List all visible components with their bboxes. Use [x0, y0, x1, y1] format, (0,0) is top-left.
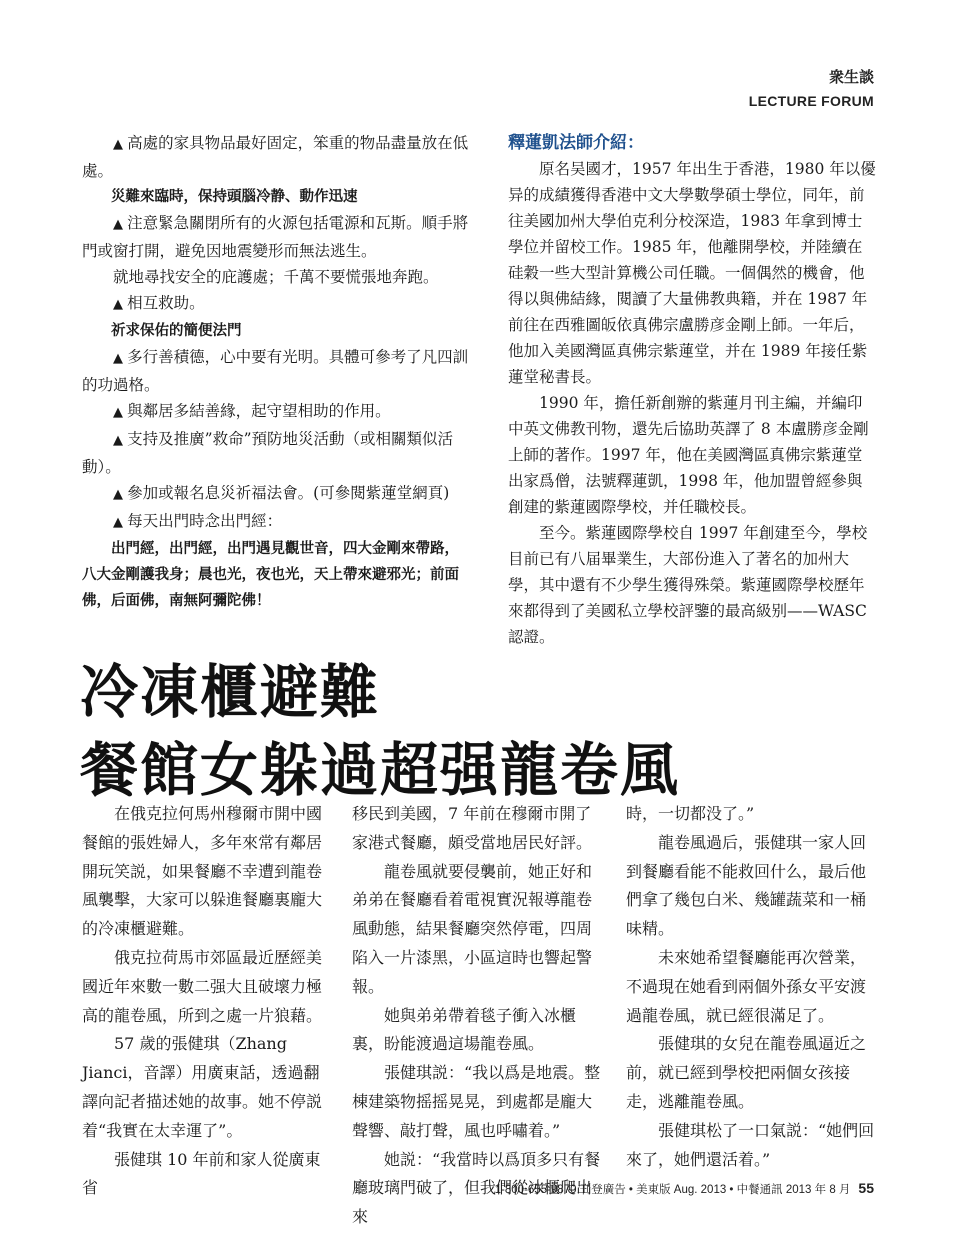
- tip-text: 參加或報名息災祈福法會。(可參閱紫蓮堂網頁): [127, 484, 450, 502]
- article-paragraph: 龍卷風過后，張健琪一家人回到餐廳看能不能救回什么，最后他們拿了幾包白米、幾罐蔬菜和一桶味精。: [626, 832, 867, 939]
- article-paragraph: 張健琪松了一口氣説：“她們回來了，她們還活着。”: [626, 1120, 875, 1169]
- article-paragraph: 未來她希望餐廳能再次營業，不過現在她看到兩個外孫女平安渡過龍卷風，就已經很滿足了。: [626, 947, 867, 1025]
- section-header: [749, 66, 874, 109]
- mantra-text: 出門經，出門經，出門遇見觀世音，四大金剛來帶路，: [111, 541, 459, 557]
- intro-title: 釋蓮凱法師介紹：: [508, 133, 644, 153]
- article-paragraph: 她説：“我當時以爲頂多只有餐廳玻璃門破了，但我們從冰櫃爬出來: [352, 1149, 601, 1227]
- page-number: 55: [858, 1180, 874, 1196]
- tip-item: [82, 426, 480, 480]
- article-title-line1: 冷凍櫃避難: [80, 658, 381, 726]
- triangle-bullet-icon: ▲: [113, 217, 128, 232]
- tip-text: 與鄰居多結善緣，起守望相助的作用。: [127, 402, 391, 420]
- tip-text: 支持及推廣”救命”預防地災活動（或相關類似活動）。: [82, 430, 453, 476]
- article-paragraph: 在俄克拉何馬州穆爾市開中國餐館的張姓婦人，多年來常有鄰居開玩笑説，如果餐廳不幸遭到龍卷風襲擊，大家可以躲進餐廳裏龐大的冷凍櫃避難。: [82, 804, 323, 939]
- article-paragraph: 龍卷風就要侵襲前，她正好和弟弟在餐廳看着電視實況報導龍卷風動態，結果餐廳突然停電，四周陷入一片漆黑，小區這時也響起警報。: [352, 861, 593, 996]
- intro-paragraph: 1990 年，擔任新創辦的紫蓮月刊主編，并編印中英文佛教刊物，還先后協助英譯了 8 本盧勝彦金剛上師的著作。1997 年，他在美國灣區真佛宗紫蓮堂出家爲僧，法號釋蓮凱，1998 年，他加盟曾經參與創建的紫蓮國際學校，并任職校長。: [508, 394, 869, 516]
- mantra-text: 八大金剛護我身；晨也光，夜也光，天上帶來避邪光；前面佛，后面佛，南無阿彌陀佛！: [82, 567, 459, 609]
- article-paragraph: 張健琪 10 年前和家人從廣東省: [82, 1149, 321, 1198]
- footer-info: 1-800-655-9870 刊登廣告 • 美東版 Aug. 2013 • 中餐通訊 2013 年 8 月: [494, 1184, 851, 1196]
- article-paragraph: 俄克拉荷馬市郊區最近歷經美國近年來數一數二强大且破壞力極高的龍卷風，所到之處一片狼藉。: [82, 947, 323, 1025]
- triangle-bullet-icon: ▲: [113, 297, 128, 312]
- safety-tips-column: [82, 130, 480, 614]
- tip-text: 就地尋找安全的庇護處；千萬不要慌張地奔跑。: [113, 268, 439, 286]
- tips-subheading: 災難來臨時，保持頭腦冷静、動作迅速: [111, 189, 358, 205]
- article-column-1: [82, 800, 332, 1203]
- intro-paragraph: 原名吴國才，1957 年出生于香港，1980 年以優异的成績獲得香港中文大學數學碩士學位，同年，前往美國加州大學伯克利分校深造，1983 年拿到博士學位并留校工作。1985 年，他離開學校，并陸續在硅穀一些大型計算機公司任職。一個偶然的機會，他得以與佛結緣，閱讀了大量佛教典籍，并在 1987 年前往在西雅圖皈依真佛宗盧勝彦金剛上師。一年后，他加入美國灣區真佛宗紫蓮堂，并在 1989 年接任紫蓮堂秘書長。: [508, 160, 876, 386]
- tip-text: 高處的家具物品最好固定，笨重的物品盡量放在低處。: [82, 134, 469, 180]
- tip-text: 每天出門時念出門經：: [127, 512, 283, 530]
- tip-item: [82, 344, 480, 398]
- tip-item: [82, 508, 480, 536]
- tips-subheading: 祈求保佑的簡便法門: [111, 323, 242, 339]
- section-title-zh: 衆生談: [828, 68, 874, 86]
- triangle-bullet-icon: ▲: [113, 487, 128, 502]
- triangle-bullet-icon: ▲: [113, 405, 128, 420]
- intro-paragraph: 至今。紫蓮國際學校自 1997 年創建至今，學校目前已有八届畢業生，大部份進入了著名的加州大學，其中還有不少學生獲得殊榮。紫蓮國際學校歷年來都得到了美國私立學校評鑒的最高級别——WASC 認證。: [508, 524, 868, 646]
- tip-text: 注意緊急關閉所有的火源包括電源和瓦斯。順手將門或窗打開，避免因地震變形而無法逃生。: [82, 214, 469, 260]
- article-paragraph: 移民到美國，7 年前在穆爾市開了家港式餐廳，頗受當地居民好評。: [352, 804, 593, 852]
- triangle-bullet-icon: ▲: [113, 137, 128, 152]
- triangle-bullet-icon: ▲: [113, 515, 128, 530]
- tip-item: [82, 210, 480, 264]
- tip-item: [82, 130, 480, 184]
- article-title-line2: 餐館女躲過超强龍卷風: [80, 736, 681, 804]
- article-paragraph: 張健琪的女兒在龍卷風逼近之前，就已經到學校把兩個女孩接走，逃離龍卷風。: [626, 1034, 867, 1111]
- tip-item: [82, 480, 480, 508]
- tip-item: [82, 290, 480, 318]
- page-footer: [495, 1180, 874, 1197]
- article-paragraph: 時，一切都没了。”: [626, 804, 755, 823]
- tip-item: [82, 398, 480, 426]
- triangle-bullet-icon: ▲: [113, 351, 128, 366]
- article-paragraph: 張健琪説：“我以爲是地震。整棟建築物摇摇晃晃，到處都是龐大聲響、敲打聲，風也呼嘯着。”: [352, 1063, 601, 1140]
- article-paragraph: 她與弟弟帶着毯子衝入冰櫃裏，盼能渡過這場龍卷風。: [352, 1005, 577, 1054]
- article-column-2: [352, 800, 604, 1232]
- triangle-bullet-icon: ▲: [113, 433, 128, 448]
- article-paragraph: 57 歲的張健琪（Zhang Jianci，音譯）用廣東話，透過翻譯向記者描述她的故事。她不停説着“我實在太幸運了”。: [82, 1034, 323, 1140]
- section-title-en: LECTURE FORUM: [748, 93, 874, 109]
- master-intro-column: [508, 130, 876, 650]
- article-column-3: [626, 800, 878, 1174]
- tip-text: 相互救助。: [127, 294, 205, 312]
- tip-text: 多行善積德，心中要有光明。具體可參考了凡四訓的功過格。: [82, 348, 469, 394]
